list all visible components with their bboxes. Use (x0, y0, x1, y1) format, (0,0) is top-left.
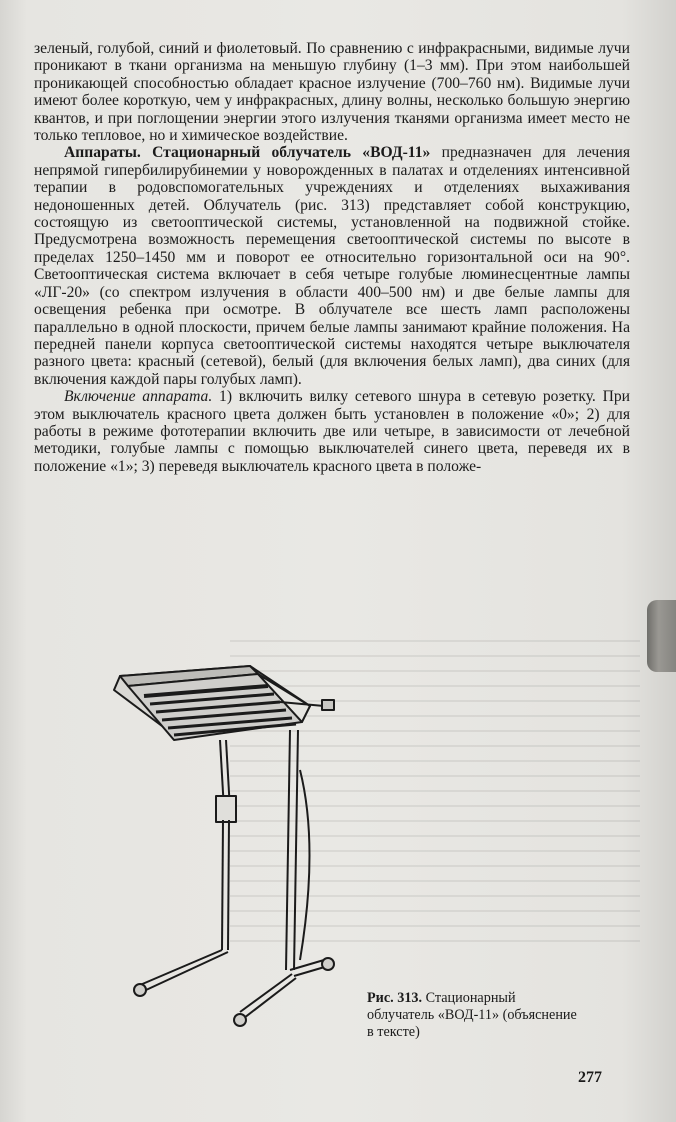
apparatus-text: предназначен для лечения непрямой гипербилирубинемии у новорожденных в палатах и отделениях интенсивной терапии в родовспомогательных учреждениях и отделениях выхаживания недоношенных детей. Облучатель (рис. 313) представляет собой конструкцию, состоящую из светооптической системы, установленной на подвижной стойке. Предусмотрена возможность перемещения светооптической системы по высоте в пределах 1250–1450 мм и поворот ее относительно горизонтальной оси на 90°. Светооптическая система включает в себя четыре голубые люминесцентные лампы «ЛГ-20» (со спектром излучения в области 400–500 нм) и две белые лампы для освещения ребенка при осмотре. В облучателе все шесть ламп расположены параллельно в одной плоскости, причем белые лампы занимают крайние положения. На передней панели корпуса светооптической системы находятся четыре выключателя разного цвета: красный (сетевой), белый (для включения белых ламп), два синих (для включения каждой пары голубых ламп). (34, 144, 631, 388)
switch-on-heading: Включение аппарата. (64, 388, 213, 406)
paragraph-switch-on (34, 388, 630, 475)
paragraph-text: зеленый, голубой, синий и фиолетовый. По сравнению с инфракрасными, видимые лучи проникают в ткани организма на меньшую глубину (1–3 мм). При этом наибольшей проникающей способностью обладает красное излучение (700–760 нм). Видимые лучи имеют более короткую, чем у инфракрасных, длину волны, несколько большую энергию квантов, и при поглощении энергии этого излучения тканями организма имеет место не только тепловое, но и химическое воздействие. (34, 40, 630, 145)
irradiator-illustration (110, 660, 370, 1040)
paragraph-visible-light (34, 40, 630, 144)
page-number: 277 (578, 1069, 602, 1086)
body-text (34, 40, 630, 475)
figure-number: Рис. 313. (367, 990, 423, 1006)
apparatus-heading: Аппараты. Стационарный облучатель «ВОД-11» (64, 144, 431, 162)
page-edge-tab (647, 600, 676, 672)
switch-on-text: 1) включить вилку сетевого шнура в сетевую розетку. При этом выключатель красного цвета должен быть установлен в положение «0»; 2) для работы в режиме фототерапии включить две или четыре, в зависимости от лечебной методики, голубые лампы с помощью выключателей синего цвета, переведя их в положение «1»; 3) переведя выключатель красного цвета в положе- (34, 388, 631, 475)
figure-caption-text: Стационарный облучатель «ВОД-11» (объяснение в тексте) (367, 990, 577, 1040)
paragraph-apparatus (34, 144, 630, 388)
figure-caption (367, 990, 577, 1041)
